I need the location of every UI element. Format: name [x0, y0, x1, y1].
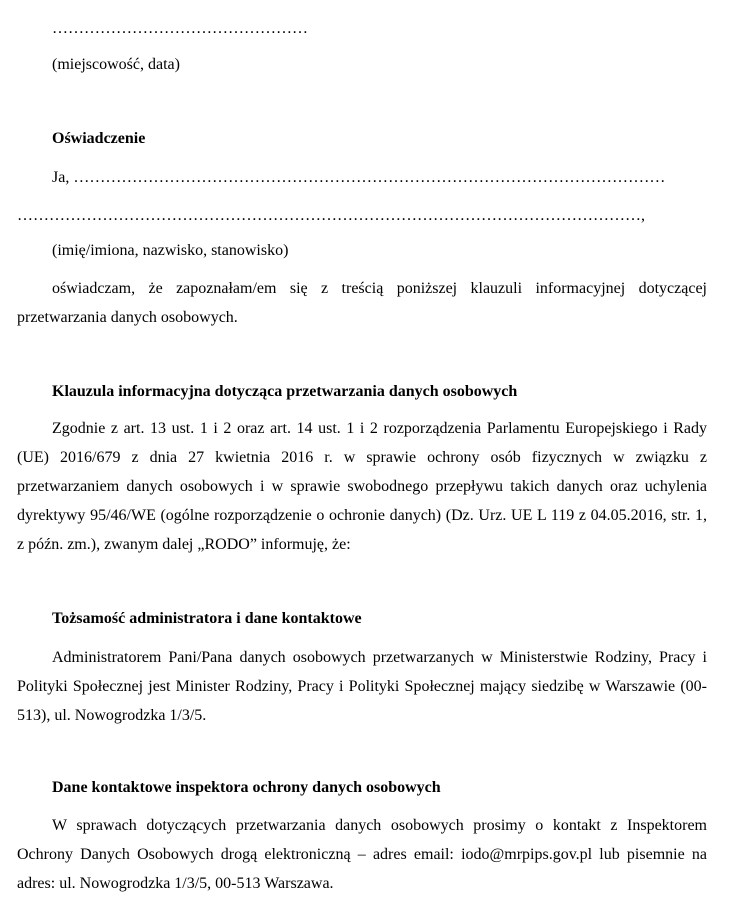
administrator-title: Tożsamość administratora i dane kontaktowe: [52, 610, 362, 627]
name-dots-line-2: ………………………………………………………………………………………………………,: [17, 207, 645, 224]
declaration-statement: oświadczam, że zapoznałam/em się z treścią poniższej klauzuli informacyjnej dotyczącej przetwarzania danych osobowych.: [17, 280, 707, 326]
clause-body: Zgodnie z art. 13 ust. 1 i 2 oraz art. 14 ust. 1 i 2 rozporządzenia Parlamentu Europejskiego i Rady (UE) 2016/679 z dnia 27 kwietnia 2016 r. w sprawie ochrony osób fizycznych w związku z przetwarzaniem danych osobowych i w sprawie swobodnego przepływu takich danych oraz uchylenia dyrektywy 95/46/WE (ogólne rozporządzenie o ochronie danych) (Dz. Urz. UE L 119 z 04.05.2016, str. 1, z późn. zm.), zwanym dalej „RODO” informuję, że:: [17, 420, 707, 553]
declaration-title: Oświadczenie: [52, 130, 146, 147]
inspector-title: Dane kontaktowe inspektora ochrony danych osobowych: [52, 779, 441, 796]
inspector-body: W sprawach dotyczących przetwarzania danych osobowych prosimy o kontakt z Inspektorem Ochrony Danych Osobowych drogą elektroniczną – adres email: iodo@mrpips.gov.pl lub pisemnie na adres: ul. Nowogrodzka 1/3/5, 00-513 Warszawa.: [17, 817, 707, 892]
administrator-body: Administratorem Pani/Pana danych osobowych przetwarzanych w Ministerstwie Rodziny, Pracy i Polityki Społecznej jest Minister Rodziny, Pracy i Polityki Społecznej mający siedzibę w Warszawie (00-513), ul. Nowogrodzka 1/3/5.: [17, 649, 707, 724]
name-dots-line-1: Ja, …………………………………………………………………………………………………: [52, 169, 666, 186]
name-label: (imię/imiona, nazwisko, stanowisko): [52, 242, 289, 259]
clause-title: Klauzula informacyjna dotycząca przetwarzania danych osobowych: [52, 383, 518, 400]
place-date-label: (miejscowość, data): [52, 56, 180, 73]
place-date-dots: …………………………………………: [52, 20, 308, 37]
